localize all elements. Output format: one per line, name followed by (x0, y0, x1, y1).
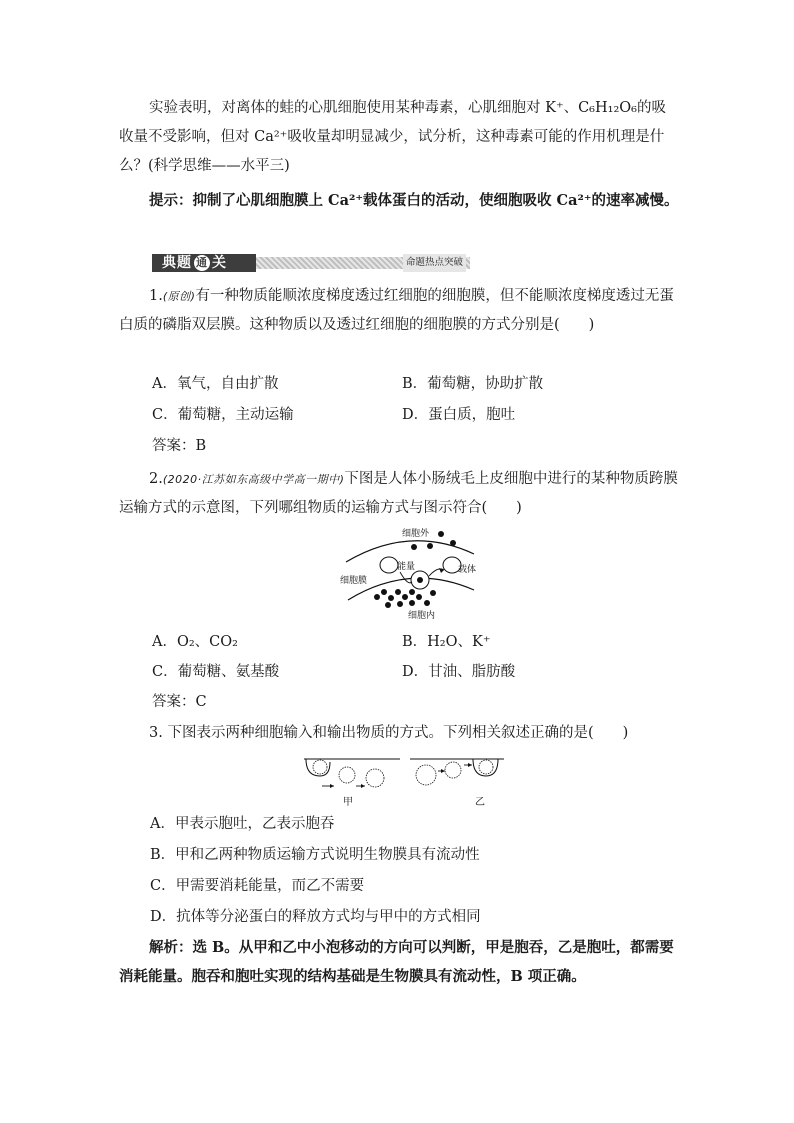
molecule-dot (395, 589, 401, 595)
q1-answer: 答案：B (152, 438, 207, 454)
q2-option-d: D．甘油、脂肪酸 (402, 664, 516, 680)
fig-b-vesicle-2 (445, 762, 461, 778)
fig-label-outside: 细胞外 (402, 529, 430, 539)
banner-title-right: 关 (212, 255, 227, 271)
molecule-dot (388, 595, 394, 601)
molecule-dot (427, 543, 433, 549)
fig-label-inside: 细胞内 (408, 611, 436, 621)
molecule-dot (411, 544, 417, 550)
fig-a-vesicle-3 (366, 769, 384, 787)
q3-option-c: C．甲需要消耗能量，而乙不需要 (150, 878, 365, 894)
fig-b-arrow-head (468, 763, 472, 767)
q1-option-c: C．葡萄糖，主动运输 (152, 407, 294, 423)
carrier-protein-left (380, 557, 398, 573)
q3-option-b: B．甲和乙两种物质运输方式说明生物膜具有流动性 (150, 847, 480, 863)
molecule-dot (416, 594, 422, 600)
molecule-dot (438, 531, 444, 537)
q2-option-c: C．葡萄糖、氨基酸 (152, 664, 280, 680)
q2-option-a: A．O₂、CO₂ (152, 634, 238, 650)
fig-b-vesicle-1 (416, 765, 436, 785)
molecule-dot (409, 600, 415, 606)
molecule-dot (409, 589, 415, 595)
fig-a-arrow-head (361, 784, 365, 788)
fig-label-jia: 甲 (343, 797, 353, 808)
q2-stem (119, 465, 679, 523)
molecule-dot (424, 600, 430, 606)
fig-label-membrane: 细胞膜 (340, 576, 368, 586)
molecule-dot (397, 601, 403, 607)
banner-title-circle: 通 (196, 256, 208, 269)
q3-option-a: A．甲表示胞吐，乙表示胞吞 (150, 816, 335, 832)
intro-paragraph: 实验表明，对离体的蛙的心肌细胞使用某种毒素，心肌细胞对 K⁺、C₆H₁₂O₆的吸收量不受影响，但对 Ca²⁺吸收量却明显减少，试分析，这种毒素可能的作用机理是什么？(科学思维——水平三) (119, 100, 666, 174)
fig-b-arrow-head (441, 769, 445, 773)
q1-stem-text: 有一种物质能顺浓度梯度透过红细胞的细胞膜，但不能顺浓度梯度透过无蛋白质的磷脂双层膜。这种物质以及透过红细胞的细胞膜的方式分别是( ) (119, 288, 674, 333)
molecule-dot (381, 589, 387, 595)
transported-molecule (417, 577, 423, 583)
q3-stem (149, 723, 628, 743)
fig-label-yi: 乙 (475, 797, 485, 808)
q3-stem-text: 下图表示两种细胞输入和输出物质的方式。下列相关叙述正确的是( ) (167, 725, 629, 741)
molecule-dot (385, 602, 391, 608)
q2-stem-text: 下图是人体小肠绒毛上皮细胞中进行的某种物质跨膜运输方式的示意图，下列哪组物质的运输方式与图示符合( ) (119, 471, 678, 516)
molecule-dot (374, 594, 380, 600)
q2-number: 2. (149, 471, 163, 487)
hint-paragraph: 提示：抑制了心肌细胞膜上 Ca²⁺载体蛋白的活动，使细胞吸收 Ca²⁺的速率减慢。 (149, 192, 679, 209)
q3-number: 3. (149, 725, 163, 741)
section-banner (152, 254, 470, 272)
q1-stem (119, 282, 679, 340)
q1-number: 1. (149, 288, 163, 304)
q1-option-b: B．葡萄糖，协助扩散 (402, 376, 544, 392)
banner-title (162, 254, 227, 272)
fig-b-vesicle-3 (479, 760, 493, 774)
q2-option-b: B．H₂O、K⁺ (402, 634, 491, 650)
q3-analysis: 解析：选 B。从甲和乙中小泡移动的方向可以判断，甲是胞吞，乙是胞吐，都需要消耗能量。胞吞和胞吐实现的结构基础是生物膜具有流动性，B 项正确。 (119, 939, 674, 985)
q3-option-d: D．抗体等分泌蛋白的释放方式均与甲中的方式相同 (150, 909, 481, 925)
q2-source: (2020·江苏如东高级中学高一期中) (162, 473, 345, 486)
fig-label-carrier: 载体 (458, 565, 477, 575)
q2-membrane-figure (340, 526, 480, 622)
banner-subtitle: 命题热点突破 (403, 254, 466, 272)
fig-a-vesicle-2 (339, 767, 355, 783)
fig-a-vesicle-1 (313, 760, 327, 774)
fig-a-arrow-head (330, 784, 334, 788)
molecule-dot (402, 594, 408, 600)
banner-title-left: 典题 (162, 255, 192, 271)
q1-option-a: A．氧气，自由扩散 (152, 376, 279, 392)
molecule-dot (430, 590, 436, 596)
q2-answer: 答案：C (152, 694, 207, 710)
arrow-left (400, 572, 412, 583)
q1-option-d: D．蛋白质，胞吐 (402, 407, 516, 423)
fig-label-energy: 能量 (397, 562, 416, 572)
q3-endocytosis-figure (300, 754, 510, 810)
q1-source: (原创) (162, 290, 196, 303)
